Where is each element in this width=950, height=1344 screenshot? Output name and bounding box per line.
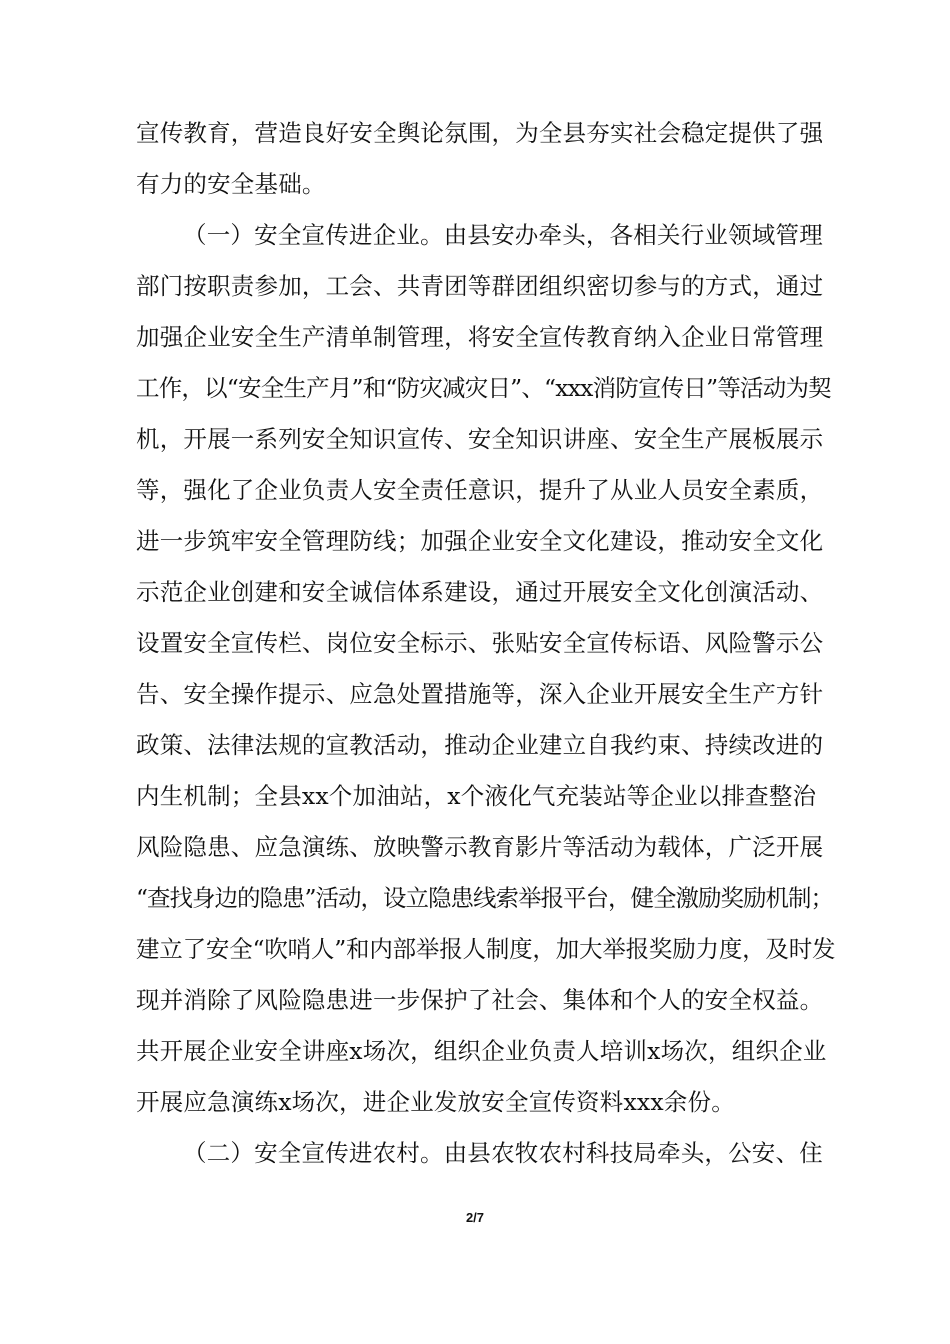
text-line: 告、安全操作提示、应急处置措施等，深入企业开展安全生产方针 <box>136 680 824 708</box>
paragraph-first-line: （一）安全宣传进企业。由县安办牵头，各相关行业领域管理 <box>183 221 823 249</box>
text-line: 有力的安全基础。 <box>136 170 326 198</box>
text-line: 内生机制；全县xx个加油站，x个液化气充装站等企业以排查整治 <box>136 782 817 810</box>
text-line: 开展应急演练x场次，进企业发放安全宣传资料xxx余份。 <box>136 1088 735 1116</box>
text-line: “查找身边的隐患”活动，设立隐患线索举报平台，健全激励奖励机制； <box>136 884 834 912</box>
text-line: 示范企业创建和安全诚信体系建设，通过开展安全文化创演活动、 <box>136 578 824 606</box>
text-line: 政策、法律法规的宣教活动，推动企业建立自我约束、持续改进的 <box>136 731 824 759</box>
text-line: 等，强化了企业负责人安全责任意识，提升了从业人员安全素质， <box>136 476 824 504</box>
text-line: 工作，以“安全生产月”和“防灾减灾日”、“xxx消防宣传日”等活动为契 <box>136 374 831 402</box>
text-line: 加强企业安全生产清单制管理，将安全宣传教育纳入企业日常管理 <box>136 323 824 351</box>
page-number: 2/7 <box>465 1210 485 1225</box>
text-line: 设置安全宣传栏、岗位安全标示、张贴安全宣传标语、风险警示公 <box>136 629 824 657</box>
text-line: 建立了安全“吹哨人”和内部举报人制度，加大举报奖励力度，及时发 <box>136 935 836 963</box>
text-line: 共开展企业安全讲座x场次，组织企业负责人培训x场次，组织企业 <box>136 1037 827 1065</box>
text-line: 宣传教育，营造良好安全舆论氛围，为全县夯实社会稳定提供了强 <box>136 119 824 147</box>
document-body <box>136 108 836 1179</box>
paragraph-first-line: （二）安全宣传进农村。由县农牧农村科技局牵头，公安、住 <box>183 1139 823 1167</box>
text-line: 进一步筑牢安全管理防线；加强企业安全文化建设，推动安全文化 <box>136 527 824 555</box>
text-line: 风险隐患、应急演练、放映警示教育影片等活动为载体，广泛开展 <box>136 833 824 861</box>
text-line: 部门按职责参加，工会、共青团等群团组织密切参与的方式，通过 <box>136 272 824 300</box>
text-line: 机，开展一系列安全知识宣传、安全知识讲座、安全生产展板展示 <box>136 425 824 453</box>
text-line: 现并消除了风险隐患进一步保护了社会、集体和个人的安全权益。 <box>136 986 824 1014</box>
